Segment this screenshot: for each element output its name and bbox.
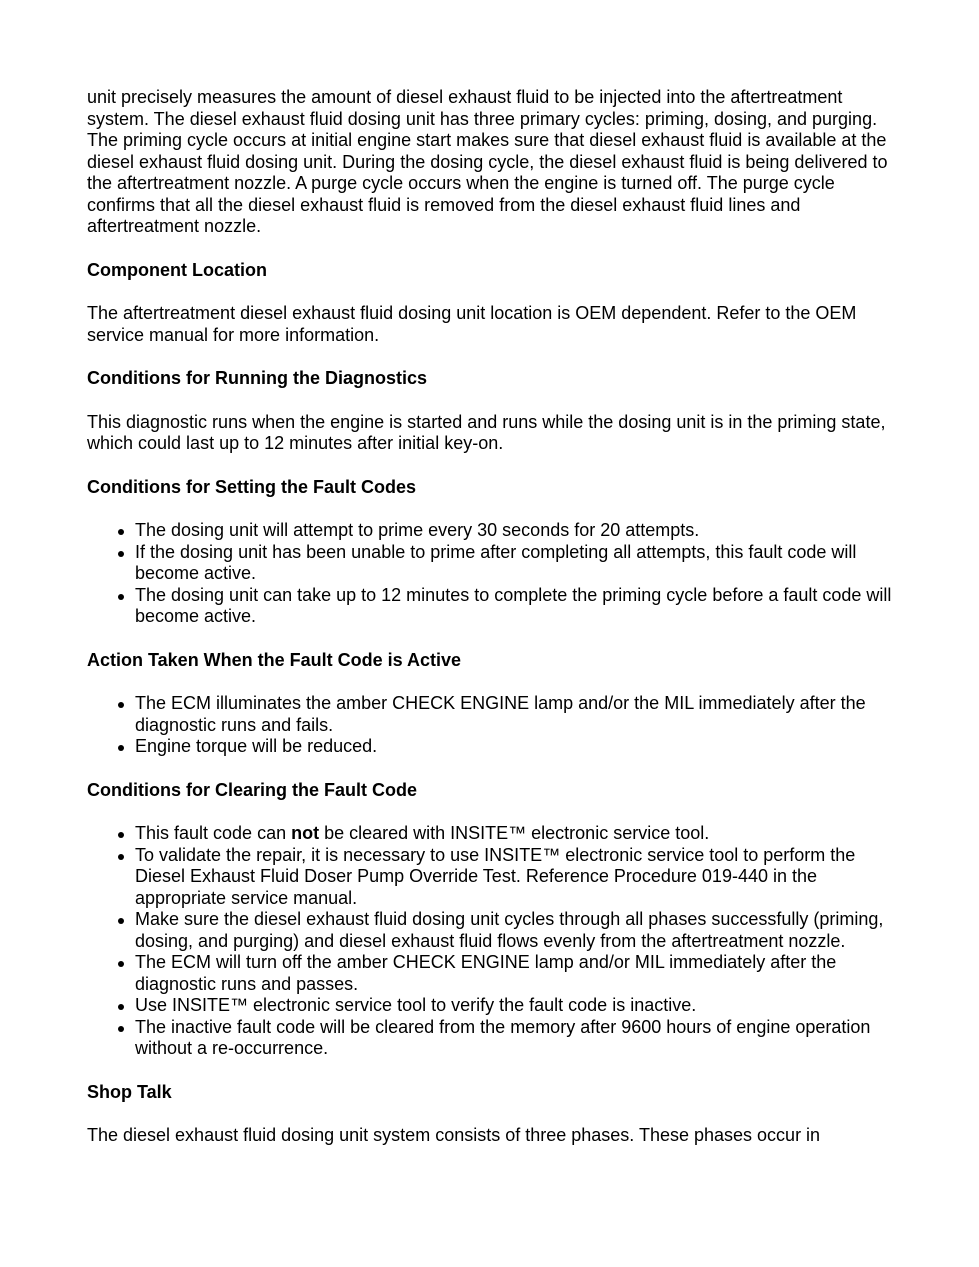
conditions-clearing-list (87, 823, 897, 1060)
list-item: The inactive fault code will be cleared from the memory after 9600 hours of engine operation without a re-occurrence. (135, 1017, 897, 1060)
document-page (87, 87, 897, 1169)
list-item: The ECM will turn off the amber CHECK ENGINE lamp and/or MIL immediately after the diagnostic runs and passes. (135, 952, 897, 995)
list-item: To validate the repair, it is necessary to use INSITE™ electronic service tool to perform the Diesel Exhaust Fluid Doser Pump Override Test. Reference Procedure 019-440 in the appropriate service manual. (135, 845, 897, 910)
component-location-text: The aftertreatment diesel exhaust fluid dosing unit location is OEM dependent. Refer to the OEM service manual for more information. (87, 303, 857, 345)
list-item: The dosing unit can take up to 12 minutes to complete the priming cycle before a fault code will become active. (135, 585, 897, 628)
action-taken-list (87, 693, 897, 758)
action-taken-heading: Action Taken When the Fault Code is Active (87, 649, 462, 670)
list-item-emphasis: not (291, 823, 320, 843)
shop-talk-heading: Shop Talk (87, 1081, 172, 1102)
list-item: The ECM illuminates the amber CHECK ENGINE lamp and/or the MIL immediately after the diagnostic runs and fails. (135, 693, 897, 736)
list-item: Use INSITE™ electronic service tool to verify the fault code is inactive. (135, 995, 897, 1017)
conditions-setting-heading: Conditions for Setting the Fault Codes (87, 476, 416, 497)
list-item: Make sure the diesel exhaust fluid dosing unit cycles through all phases successfully (priming, dosing, and purging) and diesel exhaust fluid flows evenly from the aftertreatment nozzle. (135, 909, 897, 952)
list-item-text: This fault code can (135, 823, 292, 843)
list-item: If the dosing unit has been unable to prime after completing all attempts, this fault code will become active. (135, 542, 897, 585)
conditions-running-text: This diagnostic runs when the engine is started and runs while the dosing unit is in the priming state, which could last up to 12 minutes after initial key-on. (87, 411, 886, 453)
list-item: The dosing unit will attempt to prime every 30 seconds for 20 attempts. (135, 520, 897, 542)
list-item-text: be cleared with INSITE™ electronic service tool. (319, 823, 710, 843)
conditions-setting-list (87, 520, 897, 628)
shop-talk-text: The diesel exhaust fluid dosing unit system consists of three phases. These phases occur in (87, 1125, 821, 1145)
list-item (135, 823, 897, 845)
intro-paragraph: unit precisely measures the amount of diesel exhaust fluid to be injected into the aftertreatment system. The diesel exhaust fluid dosing unit has three primary cycles: priming, dosing, and purging. The priming cycle occurs at initial engine start makes sure that diesel exhaust fluid is available at the diesel exhaust fluid dosing unit. During the dosing cycle, the diesel exhaust fluid is being delivered to the aftertreatment nozzle. A purge cycle occurs when the engine is turned off. The purge cycle confirms that all the diesel exhaust fluid is removed from the diesel exhaust fluid lines and aftertreatment nozzle. (87, 87, 888, 236)
conditions-running-heading: Conditions for Running the Diagnostics (87, 368, 427, 388)
list-item: Engine torque will be reduced. (135, 736, 897, 758)
conditions-clearing-heading: Conditions for Clearing the Fault Code (87, 779, 417, 800)
component-location-heading: Component Location (87, 259, 267, 280)
